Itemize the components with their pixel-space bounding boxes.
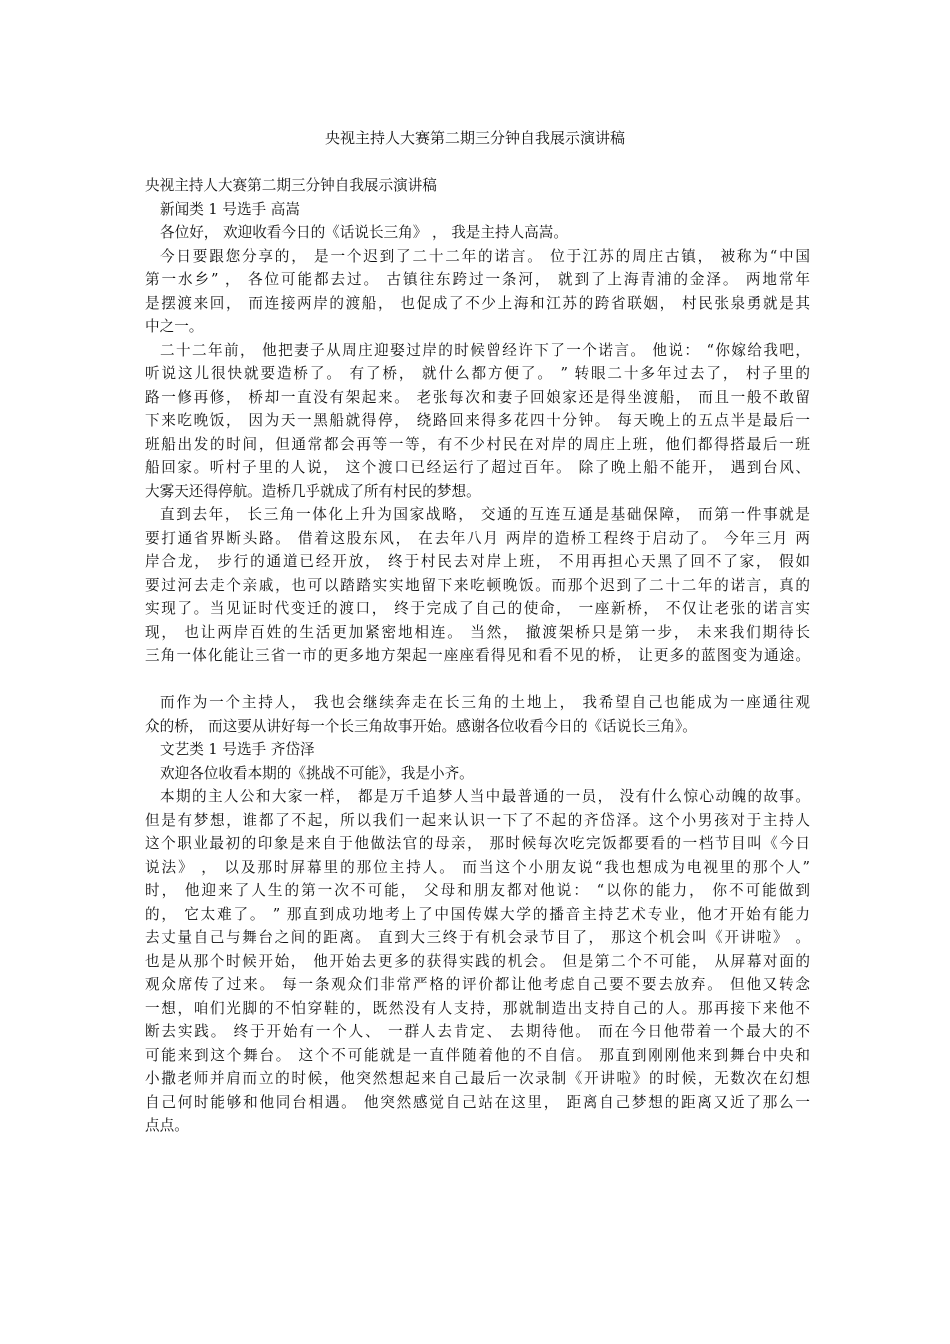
text-line: 央视主持人大赛第二期三分钟自我展示演讲稿: [145, 177, 437, 194]
text-line: 本期的主人公和大家一样， 都是万千追梦人当中最普通的一员， 没有什么惊心动魄的故事。: [160, 788, 810, 805]
text-line: 也是从那个时候开始， 他开始去更多的获得实践的机会。 但是第二个不可能， 从屏幕对面的: [145, 952, 810, 970]
text-line: 现， 也让两岸百姓的生活更加紧密地相连。 当然， 撤渡架桥只是第一步， 未来我们期待长: [145, 623, 810, 641]
text-line: 路一修再修， 桥却一直没有架起来。 老张每次和妻子回娘家还是得坐渡船， 而且一般不敢留: [145, 388, 810, 406]
text-line: 欢迎各位收看本期的《挑战不可能》，我是小齐。: [160, 764, 474, 782]
text-line: 断去实践。 终于开始有一个人、 一群人去肯定、 去期待他。 而在今日他带着一个最大的不: [145, 1023, 810, 1040]
text-line: 下来吃晚饭， 因为天一黑船就得停， 绕路回来得多花四十分钟。 每天晚上的五点半是最后一: [145, 412, 810, 429]
document-body: [145, 174, 810, 1138]
text-line: 自己何时能够和他同台相遇。 他突然感觉自己站在这里， 距离自己梦想的距离又近了那么一: [145, 1093, 810, 1111]
text-line: 而作为一个主持人， 我也会继续奔走在长三角的土地上， 我希望自己也能成为一座通往观: [160, 694, 810, 711]
text-line: 班船出发的时间，但通常都会再等一等，有不少村民在对岸的周庄上班，他们都得搭最后一班: [145, 435, 810, 453]
text-line: 去丈量自己与舞台之间的距离。 直到大三终于有机会录节目了， 那这个机会叫《开讲啦》 。: [145, 929, 810, 946]
document-title: 央视主持人大赛第二期三分钟自我展示演讲稿: [324, 129, 625, 147]
text-line: 是摆渡来回， 而连接两岸的渡船， 也促成了不少上海和江苏的跨省联姻， 村民张泉勇就是其: [145, 294, 810, 312]
text-line: 各位好， 欢迎收看今日的《话说长三角》 ， 我是主持人高嵩。: [160, 224, 568, 241]
text-line: 点点。: [145, 1117, 189, 1134]
text-line: 要过河去走个亲戚，也可以踏踏实实地留下来吃顿晚饭。而那个迟到了二十二年的诺言，真的: [145, 576, 810, 594]
text-line: 要打通省界断头路。 借着这股东风， 在去年八月 两岸的造桥工程终于启动了。 今年三月 两: [145, 529, 810, 547]
text-line: 船回家。听村子里的人说， 这个渡口已经运行了超过百年。 除了晚上船不能开， 遇到台风、: [145, 459, 810, 476]
paragraph-spacer: [145, 668, 810, 692]
text-line: 新闻类 1 号选手 高嵩: [160, 200, 300, 218]
text-line: 实现了。当见证时代变迁的渡口， 终于完成了自己的使命， 一座新桥， 不仅让老张的诺言实: [145, 600, 810, 617]
text-line: 第一水乡” ， 各位可能都去过。 古镇往东跨过一条河， 就到了上海青浦的金泽。 两地常年: [145, 271, 810, 288]
text-line: 小撒老师并肩而立的时候，他突然想起来自己最后一次录制《开讲啦》的时候，无数次在幻想: [145, 1070, 810, 1087]
text-line: 说法》 ， 以及那时屏幕里的那位主持人。 而当这个小朋友说“我也想成为电视里的那个人”: [145, 858, 810, 876]
text-line: 一想，咱们光脚的不怕穿鞋的，既然没有人支持，那就制造出支持自己的人。那再接下来他不: [145, 999, 810, 1017]
text-line: 三角一体化能让三省一市的更多地方架起一座座看得见和看不见的桥， 让更多的蓝图变为通途。: [145, 647, 810, 664]
text-line: 大雾天还得停航。造桥几乎就成了所有村民的梦想。: [145, 482, 481, 500]
text-line: 可能来到这个舞台。 这个不可能就是一直伴随着他的不自信。 那直到刚刚他来到舞台中央和: [145, 1046, 810, 1064]
text-line: 文艺类 1 号选手 齐岱泽: [160, 741, 315, 758]
text-line: 但是有梦想，谁都了不起，所以我们一起来认识一下了不起的齐岱泽。这个小男孩对于主持人: [145, 811, 810, 829]
text-line: 的， 它太难了。 ” 那直到成功地考上了中国传媒大学的播音主持艺术专业，他才开始有能力: [145, 905, 810, 923]
text-line: 观众席传了过来。 每一条观众们非常严格的评价都让他考虑自己要不要去放弃。 但他又转念: [145, 976, 810, 993]
text-line: 直到去年， 长三角一体化上升为国家战略， 交通的互连互通是基础保障， 而第一件事就是: [160, 506, 810, 523]
text-line: 今日要跟您分享的， 是一个迟到了二十二年的诺言。 位于江苏的周庄古镇， 被称为“中国: [160, 247, 810, 265]
text-line: 岸合龙， 步行的通道已经开放， 终于村民去对岸上班， 不用再担心天黑了回不了家， 假如: [145, 553, 810, 570]
text-line: 这个职业最初的印象是来自于他做法官的母亲， 那时候每次吃完饭都要看的一档节目叫《今日: [145, 835, 810, 852]
text-line: 时， 他迎来了人生的第一次不可能， 父母和朋友都对他说： “以你的能力， 你不可能做到: [145, 882, 810, 899]
text-line: 二十二年前， 他把妻子从周庄迎娶过岸的时候曾经许下了一个诺言。 他说： “你嫁给我吧，: [160, 341, 810, 359]
text-line: 听说这儿很快就要造桥了。 有了桥， 就什么都方便了。 ” 转眼二十多年过去了， 村子里的: [145, 365, 810, 382]
text-line: 中之一。: [145, 318, 204, 335]
text-line: 众的桥， 而这要从讲好每一个长三角故事开始。感谢各位收看今日的《话说长三角》。: [145, 717, 697, 735]
